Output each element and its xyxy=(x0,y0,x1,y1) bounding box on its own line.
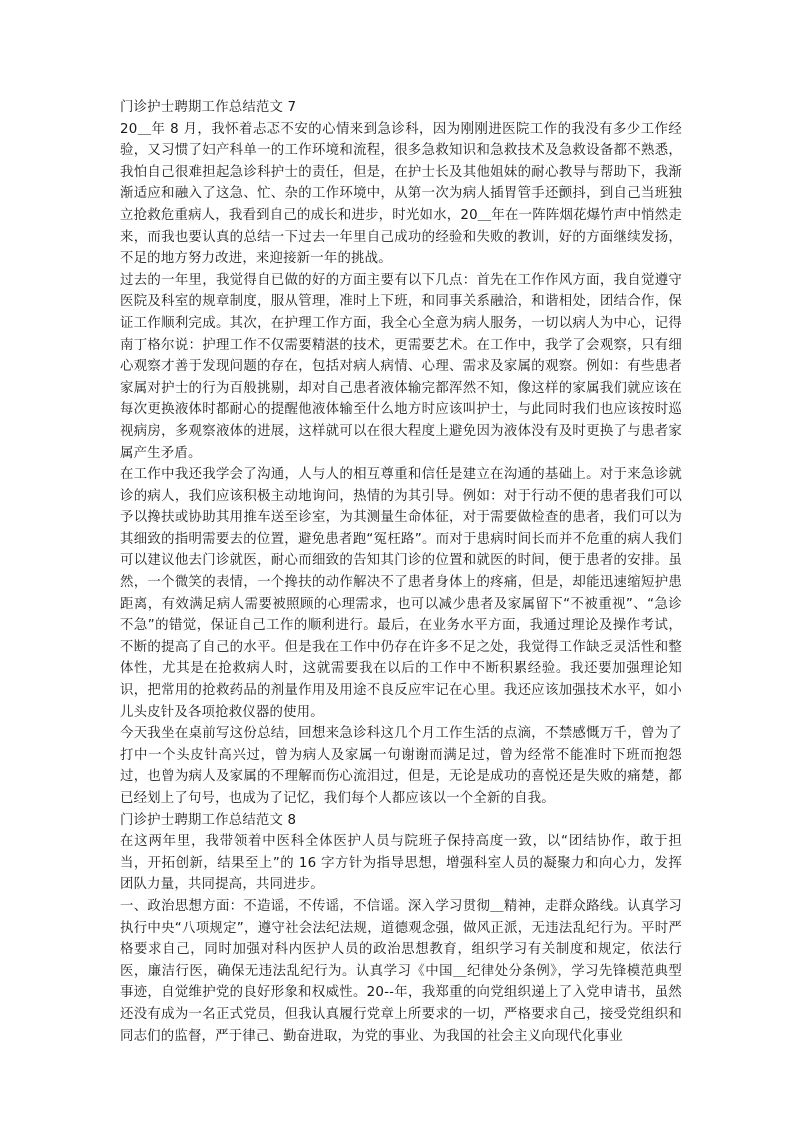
body-paragraph: 一、政治思想方面：不造谣，不传谣，不信谣。深入学习贯彻＿精神，走群众路线。认真学习执行中央“八项规定”，遵守社会法纪法规，道德观念强，做风正派，无违法乱纪行为。平时严格要求自己，同时加强对科内医护人员的政治思想教育，组织学习有关制度和规定，依法行医，廉洁行医，确保无违法乱纪行为。认真学习《中国＿纪律处分条例》，学习先锋模范典型事迹，自觉维护党的良好形象和权威性。20--年，我郑重的向党组织递上了入党申请书，虽然还没有成为一名正式党员，但我认真履行党章上所要求的一切，严格要求自己，接受党组织和同志们的监督，严于律己、勤奋进取，为党的事业、为我国的社会主义向现代化事业 xyxy=(120,898,682,1044)
body-paragraph: 在工作中我还我学会了沟通，人与人的相互尊重和信任是建立在沟通的基础上。对于来急诊就诊的病人，我们应该积极主动地询问，热情的为其引导。例如：对于行动不便的患者我们可以予以搀扶或协助其用推车送至诊室，为其测量生命体征，对于需要做检查的患者，我们可以为其细致的指明需要去的位置，避免患者跑“冤枉路”。而对于患病时间长而并不危重的病人我们可以建议他去门诊就医，耐心而细致的告知其门诊的位置和就医的时间，便于患者的安排。虽然，一个微笑的表情，一个搀扶的动作解决不了患者身体上的疼痛，但是，却能迅速缩短护患距离，有效满足病人需要被照顾的心理需求，也可以减少患者及家属留下“不被重视”、“急诊不急”的错觉，保证自己工作的顺利进行。最后，在业务水平方面，我通过理论及操作考试，不断的提高了自己的水平。但是我在工作中仍存在许多不足之处，我觉得工作缺乏灵活性和整体性，尤其是在抢救病人时，这就需要我在以后的工作中不断积累经验。我还要加强理论知识，把常用的抢救药品的剂量作用及用途不良反应牢记在心里。我还应该加强技术水平，如小儿头皮针及各项抢救仪器的使用。 xyxy=(120,467,682,720)
body-paragraph: 今天我坐在桌前写这份总结，回想来急诊科这几个月工作生活的点滴，不禁感慨万千，曾为了打中一个头皮针高兴过，曾为病人及家属一句谢谢而满足过，曾为经常不能准时下班而抱怨过，也曾为病人及家属的不理解而伤心流泪过，但是，无论是成功的喜悦还是失败的痛楚，都已经划上了句号，也成为了记忆，我们每个人都应该以一个全新的自我。 xyxy=(120,726,682,806)
document-body xyxy=(120,97,682,1047)
body-paragraph: 在这两年里，我带领着中医科全体医护人员与院班子保持高度一致，以“团结协作，敢于担当，开拓创新，结果至上”的 16 字方针为指导思想，增强科室人员的凝聚力和向心力，发挥团队力量，共同提高，共同进步。 xyxy=(120,834,682,893)
section-title: 门诊护士聘期工作总结范文 7 xyxy=(120,100,297,115)
body-paragraph: 过去的一年里，我觉得自已做的好的方面主要有以下几点：首先在工作作风方面，我自觉遵守医院及科室的规章制度，服从管理，准时上下班，和同事关系融洽，和谐相处，团结合作，保证工作顺利完成。其次，在护理工作方面，我全心全意为病人服务，一切以病人为中心，记得南丁格尔说：护理工作不仅需要精湛的技术，更需要艺术。在工作中，我学了会观察，只有细心观察才善于发现问题的存在，包括对病人病情、心理、需求及家属的观察。例如：有些患者家属对护士的行为百般挑剔，却对自己患者液体输完都浑然不知，像这样的家属我们就应该在每次更换液体时都耐心的提醒他液体输至什么地方时应该叫护士，与此同时我们也应该按时巡视病房，多观察液体的进展，这样就可以在很大程度上避免因为液体没有及时更换了与患者家属产生矛盾。 xyxy=(120,272,682,461)
body-paragraph: 20＿年 8 月，我怀着忐忑不安的心情来到急诊科，因为刚刚进医院工作的我没有多少工作经验，又习惯了妇产科单一的工作环境和流程，很多急救知识和急救技术及急救设备都不熟悉，我怕自己很难担起急诊科护士的责任，但是，在护士长及其他姐妹的耐心教导与帮助下，我渐渐适应和融入了这急、忙、杂的工作环境中，从第一次为病人插胃管手还颤抖，到自己当班独立抢救危重病人，我看到自己的成长和进步，时光如水，20＿年在一阵阵烟花爆竹声中悄然走来，而我也要认真的总结一下过去一年里自己成功的经验和失败的教训，好的方面继续发扬，不足的地方努力改进，来迎接新一年的挑战。 xyxy=(120,121,682,267)
section-title: 门诊护士聘期工作总结范文 8 xyxy=(120,812,297,828)
